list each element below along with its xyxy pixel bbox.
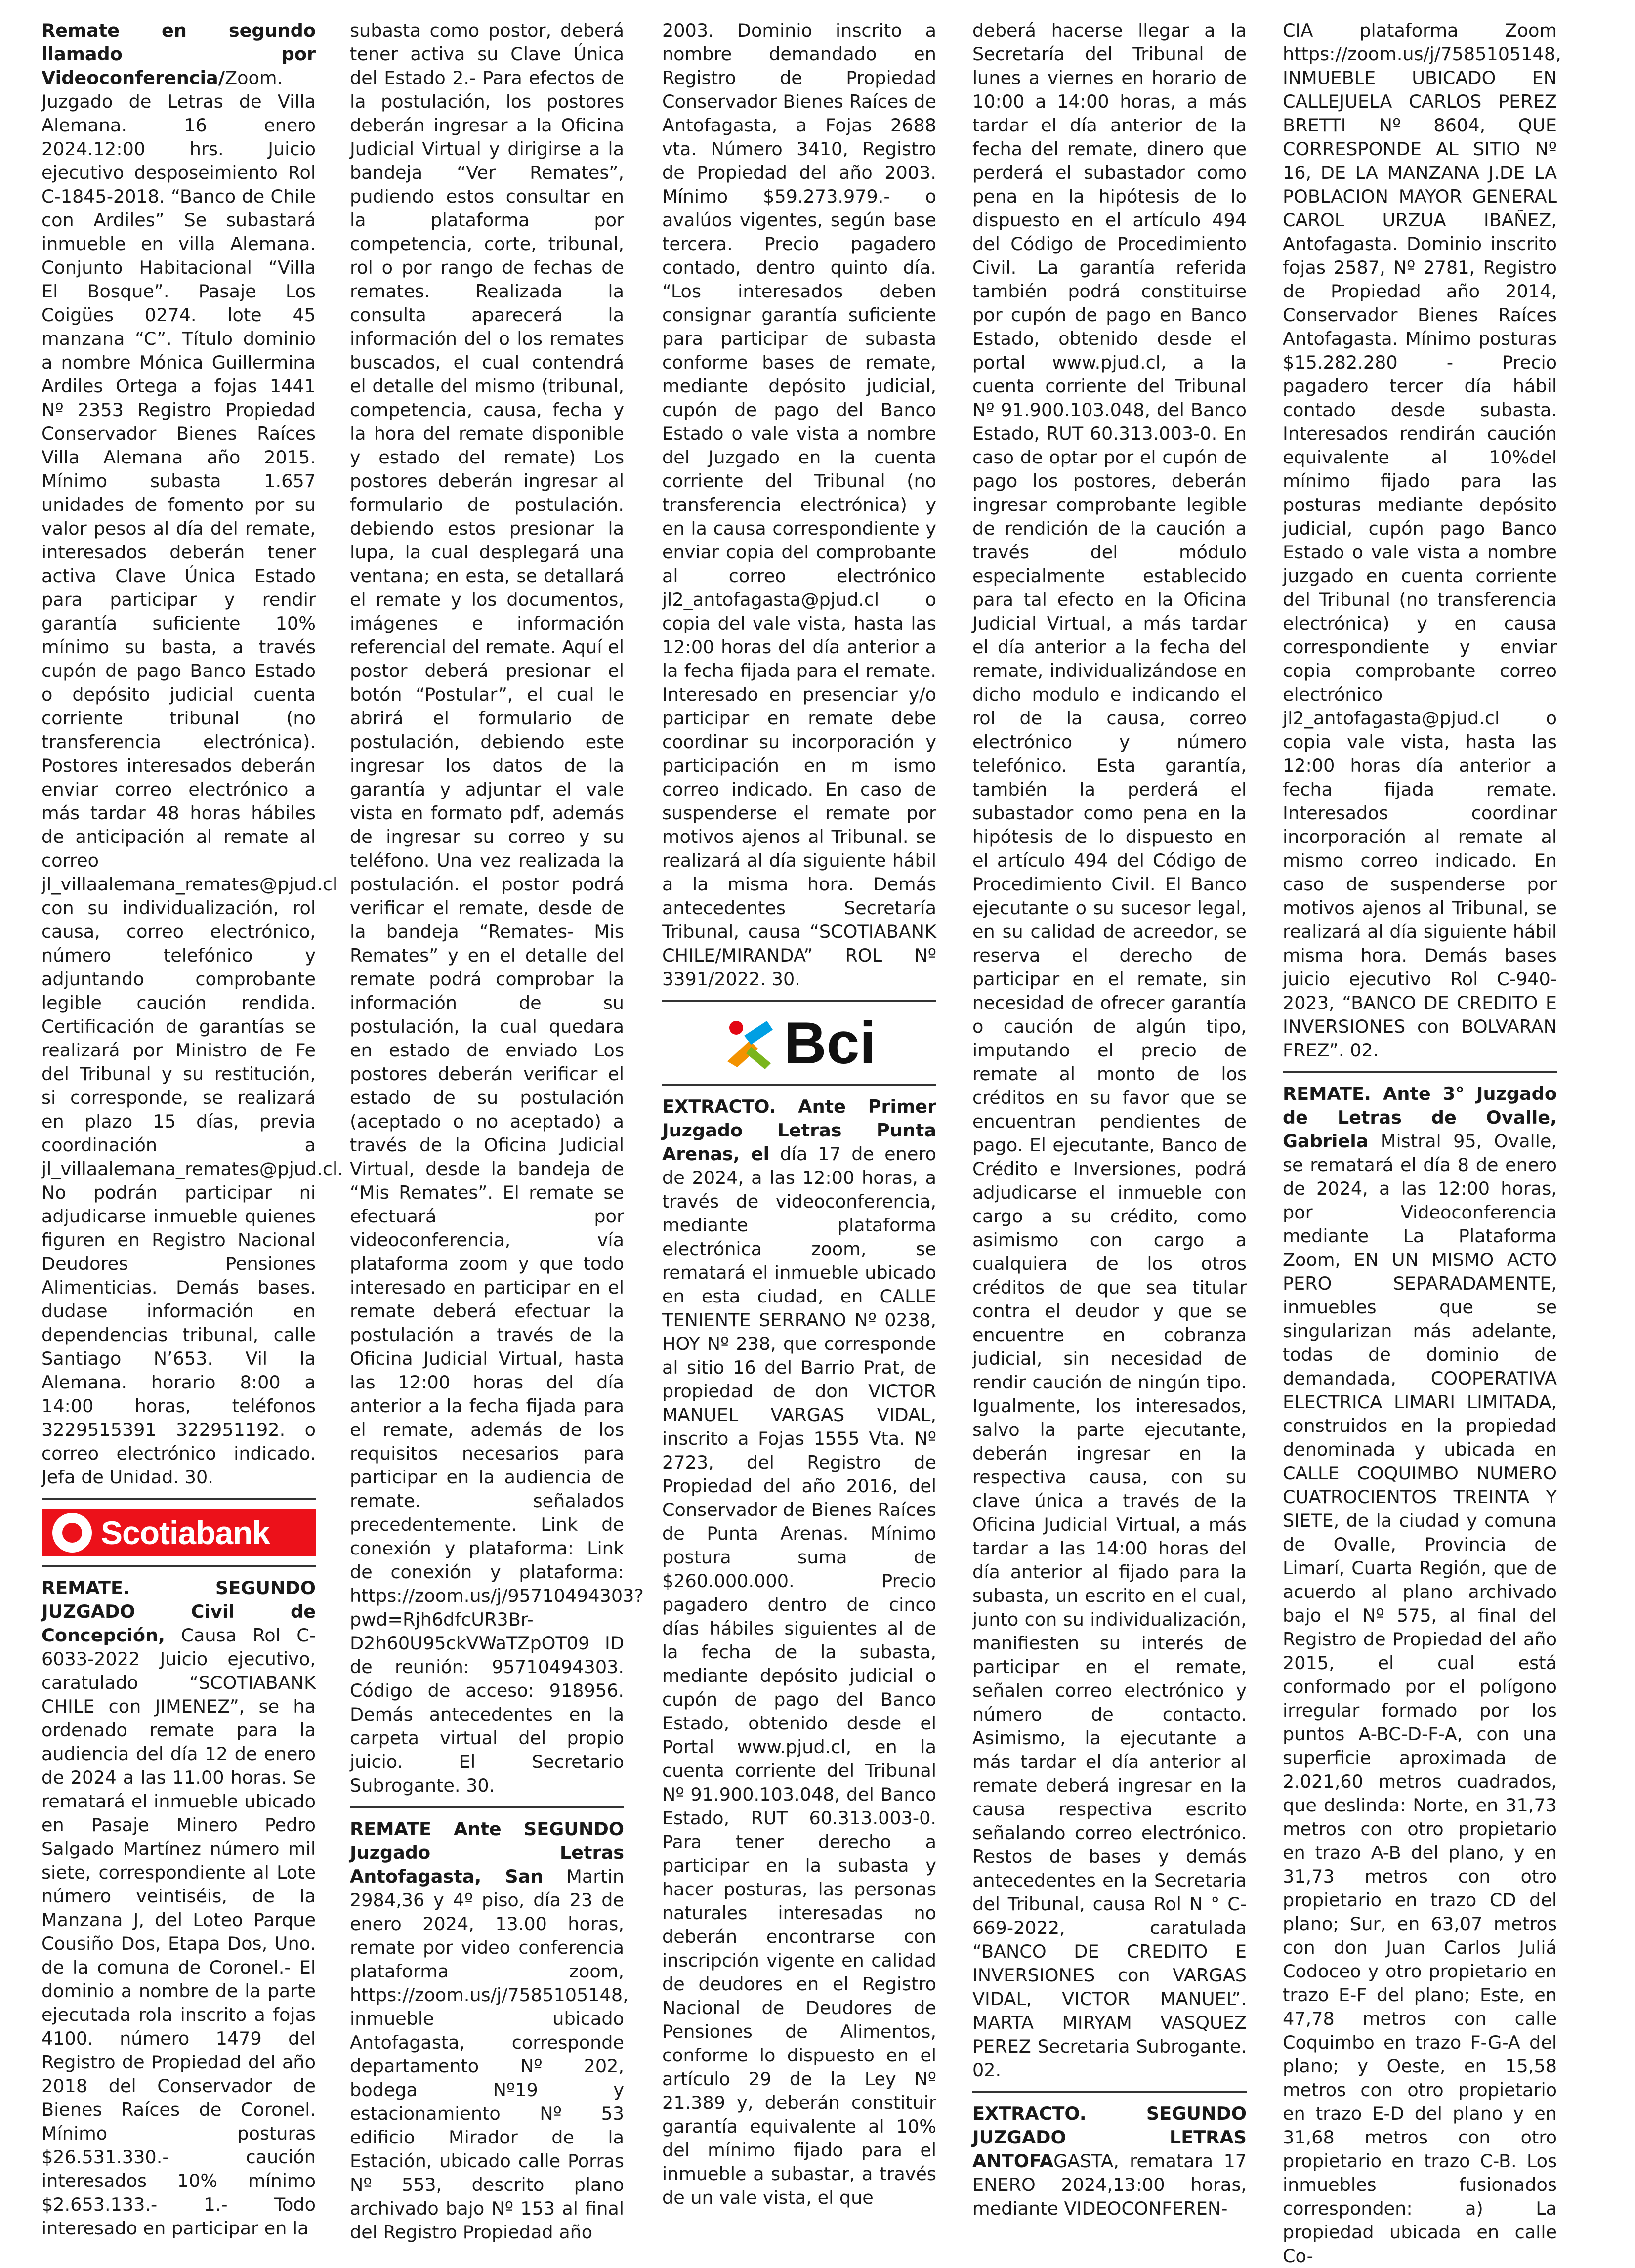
divider	[42, 1498, 316, 1500]
notice-lead: REMATE Ante SEGUNDO Juzgado Letras Antofagasta, San	[350, 1818, 624, 1887]
divider	[42, 1565, 316, 1567]
notice-body: día 17 de enero de 2024, a las 12:00 horas, a través de videoconferencia, mediante plataforma electrónica zoom, se rematará el inmueble ubicado en esta ciudad, en CALLE TENIENTE SERRANO Nº 0238, HOY Nº 238, que corresponde al sitio 16 del Barrio Prat, de propiedad de don VICTOR MANUEL VARGAS VIDAL, inscrito a Fojas 1555 Vta. Nº 2723, del Registro de Propiedad del año 2016, del Conservador de Bienes Raíces de Punta Arenas. Mínimo postura suma de $260.000.000. Precio pagadero dentro de cinco días hábiles siguientes al de la fecha de la subasta, mediante depósito judicial o cupón de pago del Banco Estado, obtenido desde el Portal www.pjud.cl, en la cuenta corriente del Tribunal Nº 91.900.103.048, del Banco Estado, RUT 60.313.003-0. Para tener derecho a participar en la subasta y hacer posturas, las personas naturales interesadas no deberán encontrarse con inscripción vigente en calidad de deudores en el Registro Nacional de Deudores de Pensiones de Alimentos, conforme lo dispuesto en el artículo 29 de la Ley Nº 21.389 y, deberán constituir garantía equivalente al 10% del mínimo fijado para el inmueble a subastar, a través de un vale vista, el que	[662, 1143, 936, 2208]
bci-logo	[662, 1011, 936, 1075]
column-1	[42, 19, 343, 2239]
scotiabank-mark-icon	[52, 1513, 92, 1553]
notice-antofagasta-2	[972, 2102, 1247, 2221]
notice-antofagasta-1	[350, 1817, 629, 2244]
notice-continuation	[350, 19, 644, 1798]
notice-body: Martin 2984,36 y 4º piso, día 23 de enero 2024, 13.00 horas, remate por video conferencia plataforma zoom, https://zoom.us/j/7585105148, inmueble ubicado Antofagasta, corresponde departamento Nº 202, bodega Nº19 y estacionamiento Nº 53 edificio Mirador de la Estación, ubicado calle Porras Nº 553, descrito plano archivado bajo Nº 153 al final del Registro Propiedad año	[350, 1866, 629, 2243]
notice-ovalle	[1283, 1082, 1557, 2268]
notice-continuation	[1283, 19, 1561, 1062]
notice-punta-arenas	[662, 1095, 936, 2210]
notice-body: subasta como postor, deberá tener activa su Clave Única del Estado 2.- Para efectos de la postulación, los postores deberán ingresar a la Oficina Judicial Virtual y dirigirse a la bandeja “Ver Remates”, pudiendo estos consultar en la plataforma por competencia, corte, tribunal, rol o por rango de fechas de remates. Realizada la consulta aparecerá la información del o los remates buscados, el cual contendrá el detalle del mismo (tribunal, competencia, causa, fecha y la hora del remate disponible y estado del remate) Los postores deberán ingresar al formulario de postulación. debiendo estos presionar la lupa, la cual desplegará una ventana; en esta, se detallará el remate y los documentos, imágenes e información referencial del remate. Aquí el postor deberá presionar el botón “Postular”, el cual le abrirá el formulario de postulación, debiendo este ingresar los datos de la garantía y adjuntar el vale vista en formato pdf, además de ingresar su correo y su teléfono. Una vez realizada la postulación. el postor podrá verificar el remate, desde de la bandeja “Remates- Mis Remates” y en el detalle del remate podrá comprobar la información de su postulación, la cual quedara en estado de enviado Los postores deberán verificar el estado de su postulación (aceptado o no aceptado) a través de la Oficina Judicial Virtual, desde la bandeja de “Mis Remates”. El remate se efectuará por videoconferencia, vía plataforma zoom y que todo interesado en participar en el remate deberá efectuar la postulación a través de la Oficina Judicial Virtual, hasta las 12:00 horas del día anterior a la fecha fijada para el remate, además de los requisitos necesarios para participar en la audiencia de remate. señalados precedentemente. Link de conexión y plataforma: Link de conexión y plataforma: https://zoom.us/j/95710494303?pwd=Rjh6dfcUR3Br-D2h60U95ckVWaTZpOT09 ID de reunión: 95710494303. Código de acceso: 918956. Demás antecedentes en la carpeta virtual del propio juicio. El Secretario Subrogante. 30.	[350, 20, 644, 1796]
column-5	[1283, 19, 1561, 2267]
bci-mark-icon	[722, 1016, 777, 1070]
divider	[972, 2091, 1247, 2093]
notice-body: Mistral 95, Ovalle, se rematará el día 8 de enero de 2024, a las 12:00 horas, por Videoconferencia mediante La Plataforma Zoom, EN UN MISMO ACTO PERO SEPARADAMENTE, inmuebles que se singularizan más adelante, todas de dominio de demandada, COOPERATIVA ELECTRICA LIMARI LIMITADA, construidos en la propiedad denominada y ubicada en CALLE COQUIMBO NUMERO CUATROCIENTOS TREINTA Y SIETE, de la ciudad y comuna de Ovalle, Provincia de Limarí, Cuarta Región, que de acuerdo al plano archivado bajo el Nº 575, al final del Registro de Propiedad del año 2015, el cual está conformado por el polígono irregular formado por los puntos A-BC-D-F-A, con una superficie aproximada de 2.021,60 metros cuadrados, que deslinda: Norte, en 31,73 metros con otro propietario en trazo A-B del plano, y en 31,73 metros con otro propietario en trazo CD del plano; Sur, en 63,07 metros con don Juan Carlos Juliá Codoceo y otro propietario en trazo E-F del plano; Este, en 47,78 metros con calle Coquimbo en trazo F-G-A del plano; y Oeste, en 15,58 metros con otro propietario en trazo E-D del plano y en 31,68 metros con otro propietario en trazo C-B. Los inmuebles fusionados corresponden: a) La propiedad ubicada en calle Co-	[1283, 1131, 1557, 2267]
notice-continuation	[972, 19, 1247, 2082]
notice-lead: REMATE. SEGUNDO JUZGADO Civil de Concepción,	[42, 1577, 316, 1646]
bci-wordmark: Bci	[784, 1010, 876, 1076]
scotiabank-wordmark: Scotiabank	[101, 1514, 270, 1551]
notice-villa-alemana	[42, 19, 343, 1489]
column-4	[972, 19, 1247, 2219]
divider	[662, 1000, 936, 1002]
notice-body: 2003. Dominio inscrito a nombre demandado en Registro de Propiedad Conservador Bienes Raíces de Antofagasta, a Fojas 2688 vta. Número 3410, Registro de Propiedad del año 2003. Mínimo $59.273.979.- o avalúos vigentes, según base tercera. Precio pagadero contado, dentro quinto día. “Los interesados deben consignar garantía suficiente para participar de subasta conforme bases de remate, mediante depósito judicial, cupón de pago del Banco Estado o vale vista a nombre del Juzgado en la cuenta corriente del Tribunal (no transferencia electrónica) y en la causa correspondiente y enviar copia del comprobante al correo electrónico jl2_antofagasta@pjud.cl o copia del vale vista, hasta las 12:00 horas del día anterior a la fecha fijada para el remate. Interesado en presenciar y/o participar en remate debe coordinar su incorporación y participación en m ismo correo indicado. En caso de suspenderse el remate por motivos ajenos al Tribunal. se realizará al día siguiente hábil a la misma hora. Demás antecedentes Secretaría Tribunal, causa “SCOTIABANK CHILE/MIRANDA” ROL Nº 3391/2022. 30.	[662, 20, 936, 990]
notice-body: GASTA, rematara 17 ENERO 2024,13:00 horas, mediante VIDEOCONFEREN-	[972, 2150, 1247, 2219]
notice-lead: EXTRACTO. SEGUNDO JUZGADO LETRAS ANTOFA	[972, 2103, 1247, 2172]
column-3	[662, 19, 936, 2208]
notice-lead: Remate en segundo llamado por Videoconferencia/	[42, 20, 316, 88]
divider	[350, 1806, 624, 1808]
notice-lead: REMATE. Ante 3° Juzgado de Letras de Ovalle, Gabriela	[1283, 1083, 1557, 1152]
notice-body: deberá hacerse llegar a la Secretaría del Tribunal de lunes a viernes en horario de 10:00 a 14:00 horas, a más tardar el día anterior de la fecha del remate, dinero que perderá el subastador como pena en la hipótesis de lo dispuesto en el artículo 494 del Código de Procedimiento Civil. La garantía referida también podrá constituirse por cupón de pago en Banco Estado, obtenido desde el portal www.pjud.cl, a la cuenta corriente del Tribunal Nº 91.900.103.048, del Banco Estado, RUT 60.313.003-0. En caso de optar por el cupón de pago los postores, deberán ingresar comprobante legible de rendición de la caución a través del módulo especialmente establecido para tal efecto en la Oficina Judicial Virtual, a más tardar el día anterior a la fecha del remate, individualizándose en dicho modulo e indicando el rol de la causa, correo electrónico y número telefónico. Esta garantía, también la perderá el subastador como pena en la hipótesis de lo dispuesto en el artículo 494 del Código de Procedimiento Civil. El Banco ejecutante o su sucesor legal, en su calidad de acreedor, se reserva el derecho de participar en el remate, sin necesidad de ofrecer garantía o caución de algún tipo, imputando el precio de remate al monto de los créditos en su favor que se encuentran pendientes de pago. El ejecutante, Banco de Crédito e Inversiones, podrá adjudicarse el inmueble con cargo a su crédito, como asimismo con cargo a cualquiera de los otros créditos de que sea titular contra el deudor y que se encuentre en cobranza judicial, sin necesidad de rendir caución de ningún tipo. Igualmente, los interesados, salvo la parte ejecutante, deberán ingresar en la respectiva causa, con su clave única a través de la Oficina Judicial Virtual, a más tardar a las 14:00 horas del día anterior al fijado para la subasta, un escrito en el cual, junto con su individualización, manifiesten su interés de participar en el remate, señalen correo electrónico y número de contacto. Asimismo, la ejecutante a más tardar el día anterior al remate deberá ingresar en la causa respectiva escrito señalando correo electrónico. Restos de bases y demás antecedentes en la Secretaria del Tribunal, causa Rol N ° C-669-2022, caratulada “BANCO DE CREDITO E INVERSIONES con VARGAS VIDAL, VICTOR MANUEL”. MARTA MIRYAM VASQUEZ PEREZ Secretaria Subrogante. 02.	[972, 20, 1247, 2081]
notice-concepcion	[42, 1576, 316, 2240]
notice-body: Zoom. Juzgado de Letras de Villa Alemana. 16 enero 2024.12:00 hrs. Juicio ejecutivo desposeimiento Rol C-1845-2018. “Banco de Chile con Ardiles” Se subastará inmueble en villa Alemana. Conjunto Habitacional “Villa El Bosque”. Pasaje Los Coigües 0274. lote 45 manzana “C”. Título dominio a nombre Mónica Guillermina Ardiles Ortega a fojas 1441 Nº 2353 Registro Propiedad Conservador Bienes Raíces Villa Alemana año 2015. Mínimo subasta 1.657 unidades de fomento por su valor pesos al día del remate, interesados deberán tener activa Clave Única Estado para participar y rendir garantía suficiente 10% mínimo su basta, a través cupón de pago Banco Estado o depósito judicial cuenta corriente tribunal (no transferencia electrónica). Postores interesados deberán enviar correo electrónico a más tardar 48 horas hábiles de anticipación al remate al correo jl_villaalemana_remates@pjud.cl con su individualización, rol causa, correo electrónico, número telefónico y adjuntando comprobante legible caución rendida. Certificación de garantías se realizará por Ministro de Fe del Tribunal y su restitución, si corresponde, se realizará en plazo 15 días, previa coordinación a jl_villaalemana_remates@pjud.cl. No podrán participar ni adjudicarse inmueble quienes figuren en Registro Nacional Deudores Pensiones Alimenticias. Demás bases. dudase información en dependencias tribunal, calle Santiago N’653. Vil la Alemana. horario 8:00 a 14:00 horas, teléfonos 3229515391 322951192. o correo electrónico indicado. Jefa de Unidad. 30.	[42, 67, 343, 1488]
divider	[662, 1084, 936, 1086]
notice-continuation	[662, 19, 936, 991]
notice-body: CIA plataforma Zoom https://zoom.us/j/7585105148, INMUEBLE UBICADO EN CALLEJUELA CARLOS PEREZ BRETTI Nº 8604, QUE CORRESPONDE AL SITIO Nº 16, DE LA MANZANA J.DE LA POBLACION MAYOR GENERAL CAROL URZUA IBAÑEZ, Antofagasta. Dominio inscrito fojas 2587, Nº 2781, Registro de Propiedad año 2014, Conservador Bienes Raíces Antofagasta. Mínimo posturas $15.282.280 - Precio pagadero tercer día hábil contado desde subasta. Interesados rendirán caución equivalente al 10%del mínimo fijado para las posturas mediante depósito judicial, cupón pago Banco Estado o vale vista a nombre juzgado en cuenta corriente del Tribunal (no transferencia electrónica) y en causa correspondiente y enviar copia comprobante correo electrónico jl2_antofagasta@pjud.cl o copia vale vista, hasta las 12:00 horas día anterior a fecha fijada remate. Interesados coordinar incorporación al remate al mismo correo indicado. En caso de suspenderse por motivos ajenos al Tribunal, se realizará al día siguiente hábil misma hora. Demás bases juicio ejecutivo Rol C-940-2023, “BANCO DE CREDITO E INVERSIONES con BOLVARAN FREZ”. 02.	[1283, 20, 1561, 1061]
scotiabank-logo	[42, 1509, 316, 1556]
divider	[1283, 1071, 1557, 1073]
notice-body: Causa Rol C-6033-2022 Juicio ejecutivo, caratulado “SCOTIABANK CHILE con JIMENEZ”, se ha ordenado remate para la audiencia del día 12 de enero de 2024 a las 11.00 horas. Se rematará el inmueble ubicado en Pasaje Minero Pedro Salgado Martínez número mil siete, correspondiente al Lote número veintiséis, de la Manzana J, del Loteo Parque Cousiño Dos, Etapa Dos, Uno. de la comuna de Coronel.- El dominio a nombre de la parte ejecutada rola inscrito a fojas 4100. número 1479 del Registro de Propiedad del año 2018 del Conservador de Bienes Raíces de Coronel. Mínimo posturas $26.531.330.- caución interesados 10% mínimo $2.653.133.- 1.- Todo interesado en participar en la	[42, 1625, 316, 2239]
notice-lead: EXTRACTO. Ante Primer Juzgado Letras Punta Arenas, el	[662, 1096, 936, 1165]
column-2	[350, 19, 644, 2243]
